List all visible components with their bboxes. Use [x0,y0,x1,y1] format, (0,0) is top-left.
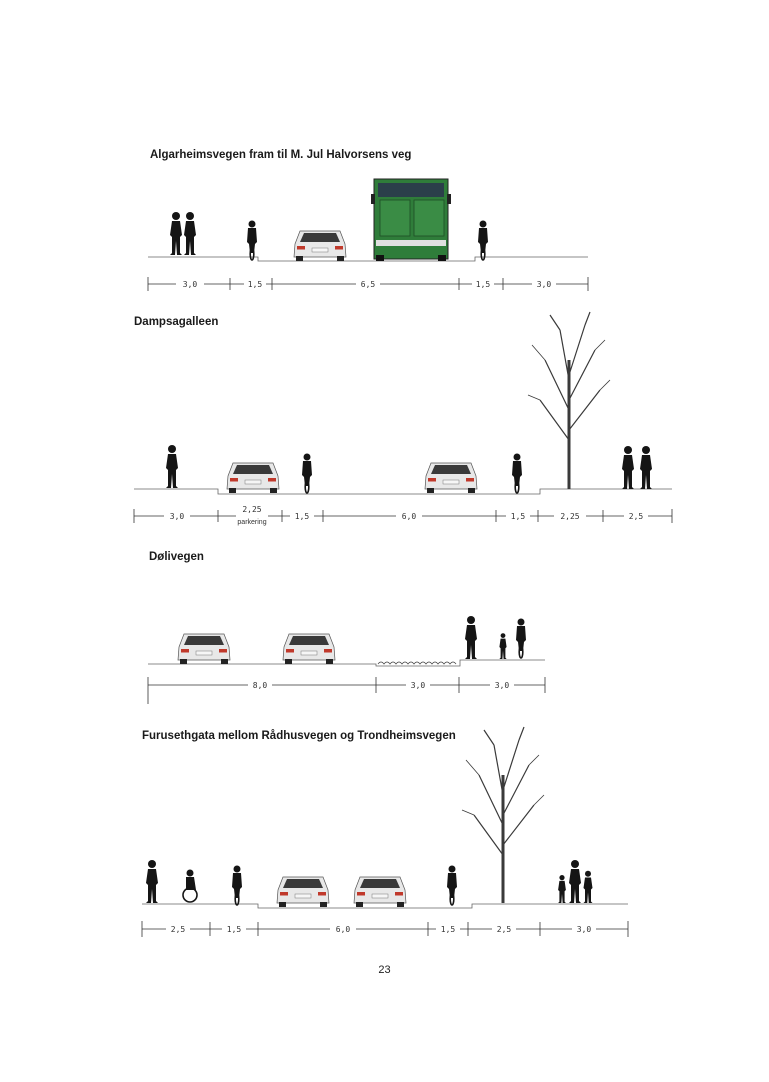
cyclist-figure [447,866,457,906]
dimension-label: 2,25 [560,512,580,521]
dimension-label: 2,5 [628,512,644,521]
dimension-label: 2,25 [242,505,262,514]
cyclist-figure [516,619,526,659]
car-figure [283,634,335,664]
pedestrian-figure [569,860,581,903]
pedestrian-figure [166,445,178,488]
grass-strip [378,662,456,664]
parking-sub-label: parkering [237,519,267,526]
dimension-label: 3,0 [494,681,510,690]
dimension-label: 1,5 [247,280,263,289]
cyclist-figure [512,454,522,494]
section-title-dolivegen: Dølivegen [149,551,204,563]
page-number: 23 [378,964,391,976]
cyclist-figure [232,866,242,906]
section-title-dampsagalleen: Dampsagalleen [134,316,219,328]
dimension-label: 2,5 [170,925,186,934]
section-3-dimension-line [148,677,545,704]
cyclist-figure [478,221,488,261]
dimension-label: 3,0 [182,280,198,289]
dimension-label: 1,5 [475,280,491,289]
car-figure [277,877,329,907]
pedestrian-figure [640,446,652,489]
child-figure [499,633,506,659]
bus-figure [371,179,451,261]
dimension-label: 6,0 [335,925,351,934]
pedestrian-figure [184,212,196,255]
section-3-cross-section [148,616,545,666]
section-4-cross-section [142,727,628,908]
dimension-label: 2,5 [496,925,512,934]
car-figure [294,231,346,261]
dimension-label: 1,5 [510,512,526,521]
tree-figure [528,312,610,489]
pedestrian-figure [465,616,477,659]
tree-figure [462,727,544,903]
dimension-label: 3,0 [169,512,185,521]
dimension-label: 1,5 [294,512,310,521]
cyclist-figure [302,454,312,494]
pedestrian-figure [622,446,634,489]
dimension-label: 3,0 [410,681,426,690]
dimension-label: 3,0 [576,925,592,934]
pedestrian-figure [146,860,158,903]
cyclist-figure [247,221,257,261]
dimension-label: 8,0 [252,681,268,690]
section-1-cross-section [148,179,588,261]
car-figure [227,463,279,493]
wheelchair-user-figure [183,870,197,903]
dimension-label: 1,5 [226,925,242,934]
section-title-algarheimsvegen: Algarheimsvegen fram til M. Jul Halvorsens veg [150,149,412,161]
car-figure [178,634,230,664]
car-figure [354,877,406,907]
section-2-cross-section [134,312,672,494]
car-figure [425,463,477,493]
section-4-dimension-line [142,921,628,937]
dimension-label: 6,5 [360,280,376,289]
pedestrian-figure [170,212,182,255]
dimension-label: 6,0 [401,512,417,521]
child-figure [584,871,593,903]
dimension-label: 1,5 [440,925,456,934]
child-figure [558,875,566,903]
dimension-label: 3,0 [536,280,552,289]
section-title-furusethgata: Furusethgata mellom Rådhusvegen og Trondheimsvegen [142,730,456,742]
